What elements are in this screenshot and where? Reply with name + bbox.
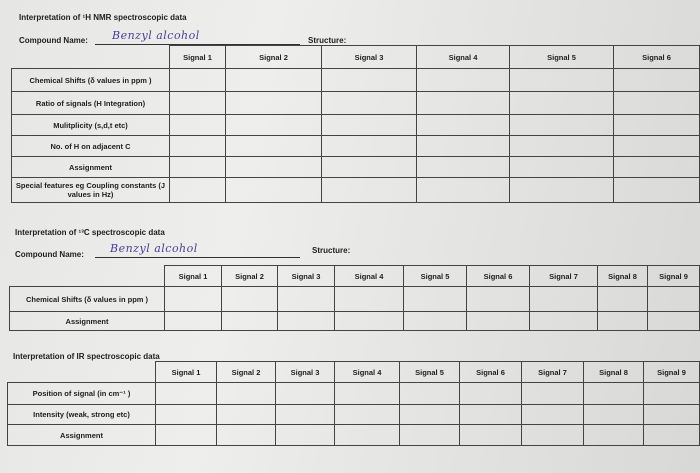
hnmr-cell[interactable] bbox=[510, 157, 614, 178]
ir-table bbox=[7, 361, 700, 446]
hnmr-row-label: Mulitplicity (s,d,t etc) bbox=[12, 115, 170, 136]
ir-cell[interactable] bbox=[644, 383, 700, 405]
hnmr-cell[interactable] bbox=[322, 157, 417, 178]
hnmr-cell[interactable] bbox=[226, 178, 322, 203]
hnmr-cell[interactable] bbox=[614, 157, 700, 178]
cnmr-compound-underline bbox=[95, 257, 300, 258]
cnmr-header-signal-7: Signal 7 bbox=[530, 266, 598, 287]
cnmr-header-signal-5: Signal 5 bbox=[404, 266, 467, 287]
ir-header-signal-7: Signal 7 bbox=[522, 362, 584, 383]
hnmr-cell[interactable] bbox=[417, 69, 510, 92]
table-row bbox=[12, 178, 700, 203]
hnmr-cell[interactable] bbox=[614, 178, 700, 203]
cnmr-header-signal-3: Signal 3 bbox=[278, 266, 335, 287]
ir-header-signal-8: Signal 8 bbox=[584, 362, 644, 383]
ir-header-signal-1: Signal 1 bbox=[156, 362, 217, 383]
ir-cell[interactable] bbox=[644, 405, 700, 425]
cnmr-structure-label: Structure: bbox=[312, 246, 351, 255]
hnmr-cell[interactable] bbox=[510, 115, 614, 136]
cnmr-cell[interactable] bbox=[467, 312, 530, 331]
ir-cell[interactable] bbox=[217, 425, 276, 446]
ir-cell[interactable] bbox=[335, 383, 400, 405]
hnmr-row-label: Chemical Shifts (δ values in ppm ) bbox=[12, 69, 170, 92]
hnmr-header-signal-1: Signal 1 bbox=[170, 46, 226, 69]
cnmr-cell[interactable] bbox=[530, 287, 598, 312]
cnmr-header-signal-6: Signal 6 bbox=[467, 266, 530, 287]
cnmr-cell[interactable] bbox=[335, 287, 404, 312]
table-row bbox=[10, 312, 700, 331]
cnmr-cell[interactable] bbox=[467, 287, 530, 312]
ir-cell[interactable] bbox=[644, 425, 700, 446]
hnmr-cell[interactable] bbox=[226, 115, 322, 136]
hnmr-cell[interactable] bbox=[614, 92, 700, 115]
hnmr-cell[interactable] bbox=[170, 115, 226, 136]
ir-cell[interactable] bbox=[335, 405, 400, 425]
cnmr-cell[interactable] bbox=[598, 312, 648, 331]
hnmr-cell[interactable] bbox=[614, 115, 700, 136]
hnmr-cell[interactable] bbox=[322, 178, 417, 203]
hnmr-cell[interactable] bbox=[226, 136, 322, 157]
ir-cell[interactable] bbox=[217, 405, 276, 425]
cnmr-cell[interactable] bbox=[165, 287, 222, 312]
cnmr-cell[interactable] bbox=[278, 287, 335, 312]
hnmr-cell[interactable] bbox=[417, 157, 510, 178]
hnmr-corner-cell bbox=[12, 46, 170, 69]
hnmr-cell[interactable] bbox=[322, 69, 417, 92]
ir-header-row bbox=[8, 362, 700, 383]
cnmr-title: Interpretation of ¹³C spectroscopic data bbox=[15, 228, 165, 237]
table-row bbox=[12, 115, 700, 136]
cnmr-cell[interactable] bbox=[404, 312, 467, 331]
ir-cell[interactable] bbox=[400, 383, 460, 405]
cnmr-cell[interactable] bbox=[598, 287, 648, 312]
cnmr-row-label: Chemical Shifts (δ values in ppm ) bbox=[10, 287, 165, 312]
cnmr-cell[interactable] bbox=[404, 287, 467, 312]
hnmr-cell[interactable] bbox=[170, 157, 226, 178]
ir-cell[interactable] bbox=[217, 383, 276, 405]
hnmr-header-signal-5: Signal 5 bbox=[510, 46, 614, 69]
table-row bbox=[12, 136, 700, 157]
hnmr-cell[interactable] bbox=[510, 136, 614, 157]
ir-cell[interactable] bbox=[522, 425, 584, 446]
hnmr-header-signal-6: Signal 6 bbox=[614, 46, 700, 69]
ir-header-signal-2: Signal 2 bbox=[217, 362, 276, 383]
ir-cell[interactable] bbox=[156, 425, 217, 446]
hnmr-cell[interactable] bbox=[614, 136, 700, 157]
hnmr-header-signal-3: Signal 3 bbox=[322, 46, 417, 69]
hnmr-header-row bbox=[12, 46, 700, 69]
hnmr-cell[interactable] bbox=[322, 92, 417, 115]
ir-cell[interactable] bbox=[156, 405, 217, 425]
cnmr-cell[interactable] bbox=[648, 312, 700, 331]
cnmr-cell[interactable] bbox=[222, 312, 278, 331]
table-row bbox=[10, 287, 700, 312]
hnmr-cell[interactable] bbox=[417, 136, 510, 157]
ir-corner-cell bbox=[8, 362, 156, 383]
hnmr-cell[interactable] bbox=[322, 136, 417, 157]
ir-cell[interactable] bbox=[460, 383, 522, 405]
cnmr-header-signal-4: Signal 4 bbox=[335, 266, 404, 287]
cnmr-cell[interactable] bbox=[530, 312, 598, 331]
ir-cell[interactable] bbox=[400, 425, 460, 446]
ir-cell[interactable] bbox=[276, 405, 335, 425]
hnmr-cell[interactable] bbox=[170, 136, 226, 157]
hnmr-row-label: No. of H on adjacent C bbox=[12, 136, 170, 157]
hnmr-cell[interactable] bbox=[170, 69, 226, 92]
hnmr-title: Interpretation of ¹H NMR spectroscopic data bbox=[19, 13, 187, 22]
hnmr-cell[interactable] bbox=[226, 69, 322, 92]
ir-row-label: Intensity (weak, strong etc) bbox=[8, 405, 156, 425]
ir-header-signal-3: Signal 3 bbox=[276, 362, 335, 383]
ir-cell[interactable] bbox=[335, 425, 400, 446]
hnmr-cell[interactable] bbox=[170, 178, 226, 203]
ir-cell[interactable] bbox=[584, 383, 644, 405]
ir-cell[interactable] bbox=[156, 383, 217, 405]
hnmr-compound-value[interactable]: Benzyl alcohol bbox=[112, 29, 200, 42]
cnmr-corner-cell bbox=[10, 266, 165, 287]
ir-row-label: Position of signal (in cm⁻¹ ) bbox=[8, 383, 156, 405]
hnmr-cell[interactable] bbox=[322, 115, 417, 136]
table-row bbox=[8, 383, 700, 405]
hnmr-cell[interactable] bbox=[614, 69, 700, 92]
ir-title: Interpretation of IR spectroscopic data bbox=[13, 352, 160, 361]
ir-cell[interactable] bbox=[276, 425, 335, 446]
hnmr-header-signal-4: Signal 4 bbox=[417, 46, 510, 69]
cnmr-header-signal-8: Signal 8 bbox=[598, 266, 648, 287]
cnmr-row-label: Assignment bbox=[10, 312, 165, 331]
ir-cell[interactable] bbox=[584, 405, 644, 425]
cnmr-compound-label: Compound Name: bbox=[15, 250, 84, 259]
ir-row-label: Assignment bbox=[8, 425, 156, 446]
hnmr-table bbox=[11, 45, 700, 203]
ir-header-signal-4: Signal 4 bbox=[335, 362, 400, 383]
hnmr-structure-label: Structure: bbox=[308, 36, 347, 45]
cnmr-cell[interactable] bbox=[222, 287, 278, 312]
ir-header-signal-5: Signal 5 bbox=[400, 362, 460, 383]
cnmr-header-row bbox=[10, 266, 700, 287]
hnmr-cell[interactable] bbox=[417, 178, 510, 203]
ir-cell[interactable] bbox=[584, 425, 644, 446]
hnmr-cell[interactable] bbox=[226, 92, 322, 115]
cnmr-table bbox=[9, 265, 700, 331]
ir-cell[interactable] bbox=[522, 383, 584, 405]
ir-cell[interactable] bbox=[460, 425, 522, 446]
cnmr-cell[interactable] bbox=[278, 312, 335, 331]
cnmr-cell[interactable] bbox=[648, 287, 700, 312]
hnmr-cell[interactable] bbox=[170, 92, 226, 115]
cnmr-cell[interactable] bbox=[165, 312, 222, 331]
hnmr-cell[interactable] bbox=[510, 92, 614, 115]
hnmr-cell[interactable] bbox=[510, 178, 614, 203]
hnmr-cell[interactable] bbox=[510, 69, 614, 92]
ir-cell[interactable] bbox=[460, 405, 522, 425]
hnmr-cell[interactable] bbox=[417, 92, 510, 115]
hnmr-cell[interactable] bbox=[417, 115, 510, 136]
hnmr-header-signal-2: Signal 2 bbox=[226, 46, 322, 69]
table-row bbox=[8, 425, 700, 446]
hnmr-cell[interactable] bbox=[226, 157, 322, 178]
cnmr-cell[interactable] bbox=[335, 312, 404, 331]
hnmr-row-label: Ratio of signals (H Integration) bbox=[12, 92, 170, 115]
cnmr-header-signal-2: Signal 2 bbox=[222, 266, 278, 287]
table-row bbox=[12, 92, 700, 115]
hnmr-compound-label: Compound Name: bbox=[19, 36, 88, 45]
ir-header-signal-9: Signal 9 bbox=[644, 362, 700, 383]
cnmr-compound-value[interactable]: Benzyl alcohol bbox=[110, 242, 198, 255]
cnmr-header-signal-1: Signal 1 bbox=[165, 266, 222, 287]
table-row bbox=[12, 69, 700, 92]
ir-cell[interactable] bbox=[522, 405, 584, 425]
ir-header-signal-6: Signal 6 bbox=[460, 362, 522, 383]
cnmr-header-signal-9: Signal 9 bbox=[648, 266, 700, 287]
table-row bbox=[8, 405, 700, 425]
table-row bbox=[12, 157, 700, 178]
hnmr-row-label: Assignment bbox=[12, 157, 170, 178]
ir-cell[interactable] bbox=[276, 383, 335, 405]
hnmr-row-label: Special features eg Coupling constants (J values in Hz) bbox=[12, 178, 170, 203]
ir-cell[interactable] bbox=[400, 405, 460, 425]
